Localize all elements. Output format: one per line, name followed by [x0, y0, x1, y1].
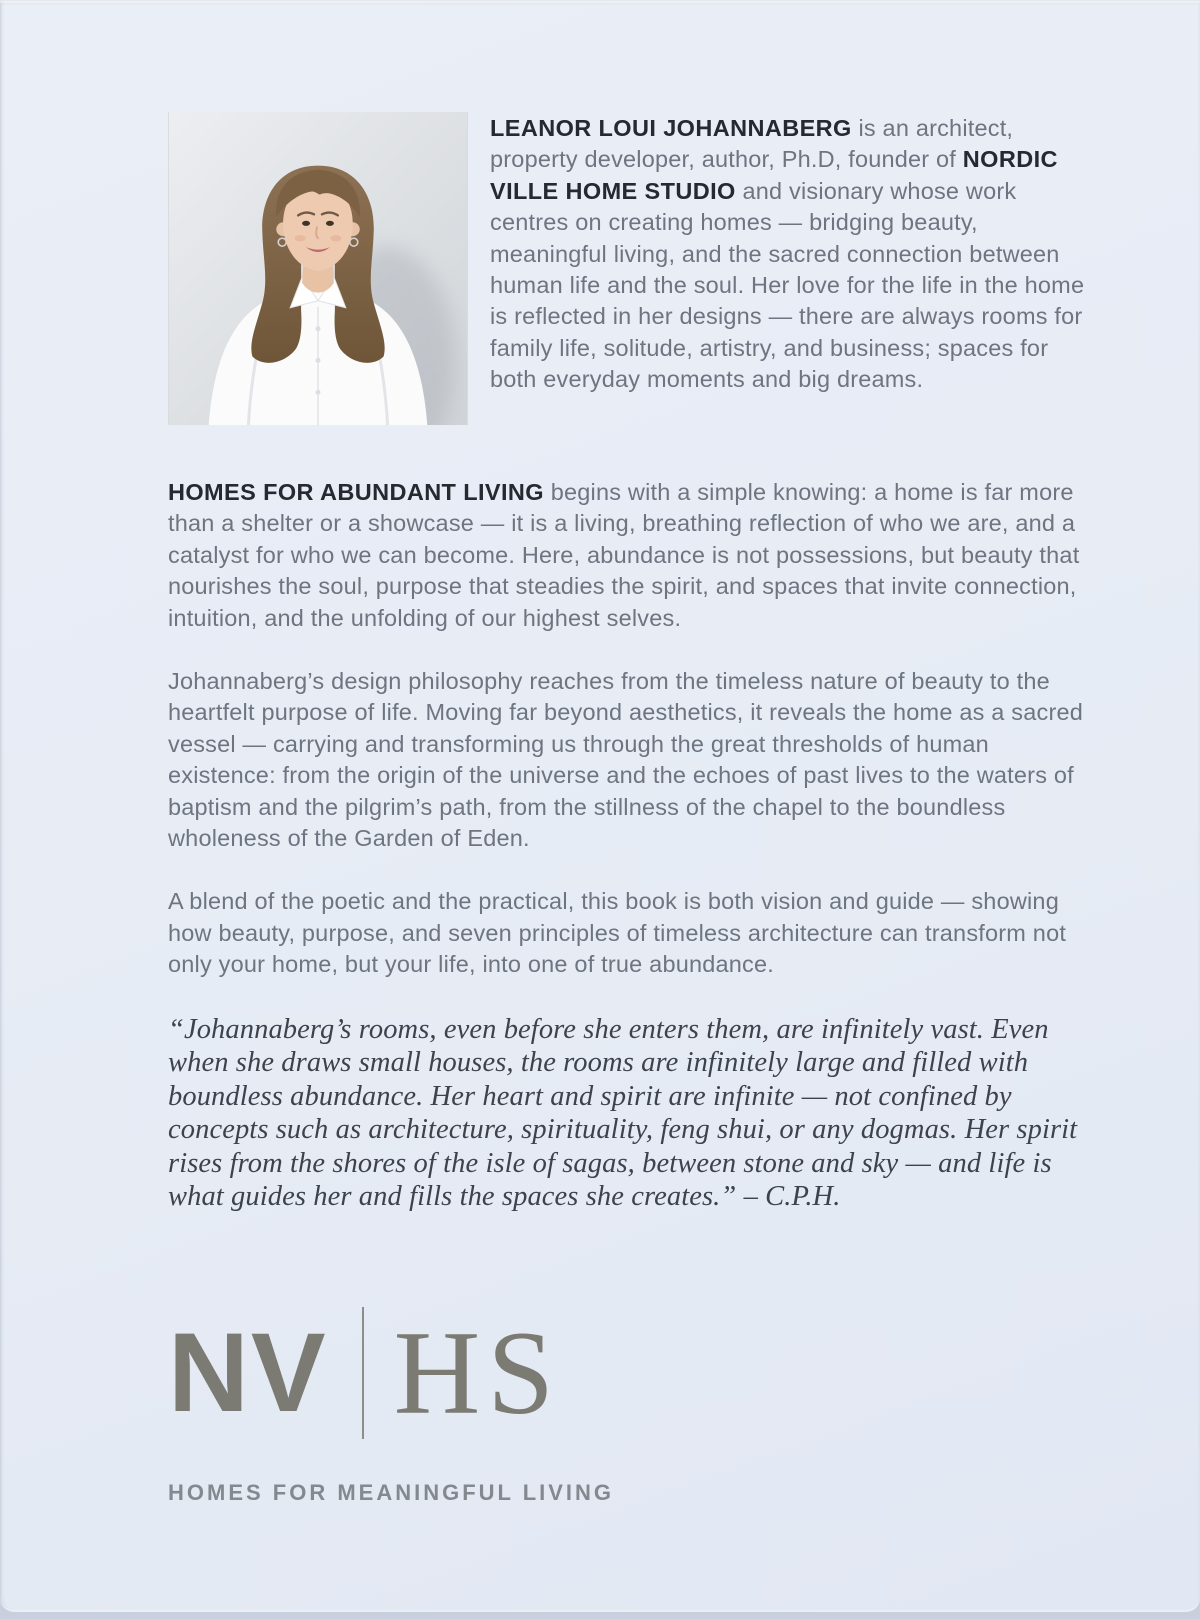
- book-title: HOMES FOR ABUNDANT LIVING: [168, 479, 544, 505]
- eye-right: [326, 221, 334, 226]
- paragraph-blend: A blend of the poetic and the practical, this book is both vision and guide — showing how beauty, purpose, and seven principles of timeless architecture can transform not only your home, but your life, into one of true abundance.: [168, 888, 1067, 978]
- blush-left: [295, 235, 306, 241]
- author-name: LEANOR LOUI JOHANNABERG: [490, 115, 852, 141]
- logo-tagline: HOMES FOR MEANINGFUL LIVING: [168, 1479, 615, 1505]
- publisher-logo: [168, 1306, 1085, 1440]
- shirt-button: [316, 326, 321, 331]
- blush-right: [330, 235, 341, 241]
- bio-text-1: is an architect, property developer, author, Ph.D, founder of: [490, 115, 1014, 173]
- author-portrait-illustration: [168, 112, 468, 425]
- author-photo: [168, 112, 468, 425]
- eye-left: [302, 221, 310, 226]
- bio-text-2: and visionary whose work centres on creating homes — bridging beauty, meaningful living, and the sacred connection between human life and the soul. Her love for the life in the home is reflected in her designs — there are always rooms for family life, solitude, artistry, and business; spaces for both everyday moments and big dreams.: [490, 177, 1085, 393]
- author-section: [168, 112, 1085, 425]
- abundant-text: begins with a simple knowing: a home is far more than a shelter or a showcase — it is a living, breathing reflection of who we are, and a catalyst for who we can become. Here, abundance is not possessions, but beauty that nourishes the soul, purpose that steadies the spirit, and spaces that invite connection, intuition, and the unfolding of our highest selves.: [168, 479, 1080, 631]
- studio-name: NORDIC VILLE HOME STUDIO: [490, 146, 1058, 204]
- paragraph-philosophy: Johannaberg’s design philosophy reaches from the timeless nature of beauty to the heartfelt purpose of life. Moving far beyond aesthetics, it reveals the home as a sacred vessel — carrying and transforming us through the great thresholds of human existence: from the origin of the universe and the echoes of past lives to the waters of baptism and the pilgrim’s path, from the stillness of the chapel to the boundless wholeness of the Garden of Eden.: [168, 668, 1084, 852]
- review-quote: [168, 1013, 1085, 1214]
- paragraph-abundant-living: [168, 477, 1085, 634]
- logo-nv-letters: NV: [168, 1309, 328, 1435]
- logo-divider-line: [362, 1307, 364, 1439]
- author-bio-text: [490, 112, 1085, 425]
- quote-attribution: – C.P.H.: [736, 1181, 841, 1213]
- shirt-button: [316, 390, 321, 395]
- quote-text: “Johannaberg’s rooms, even before she enters them, are infinitely vast. Even when she draws small houses, the rooms are infinitely large and filled with boundless abundance. Her heart and spirit are infinite — not confined by concepts such as architecture, spirituality, feng shui, or any dogmas. Her spirit rises from the shores of the isle of sagas, between stone and sky — and life is what guides her and fills the spaces she creates.”: [168, 1013, 1078, 1213]
- shirt-button: [316, 358, 321, 363]
- logo-hs-letters: HS: [393, 1305, 561, 1439]
